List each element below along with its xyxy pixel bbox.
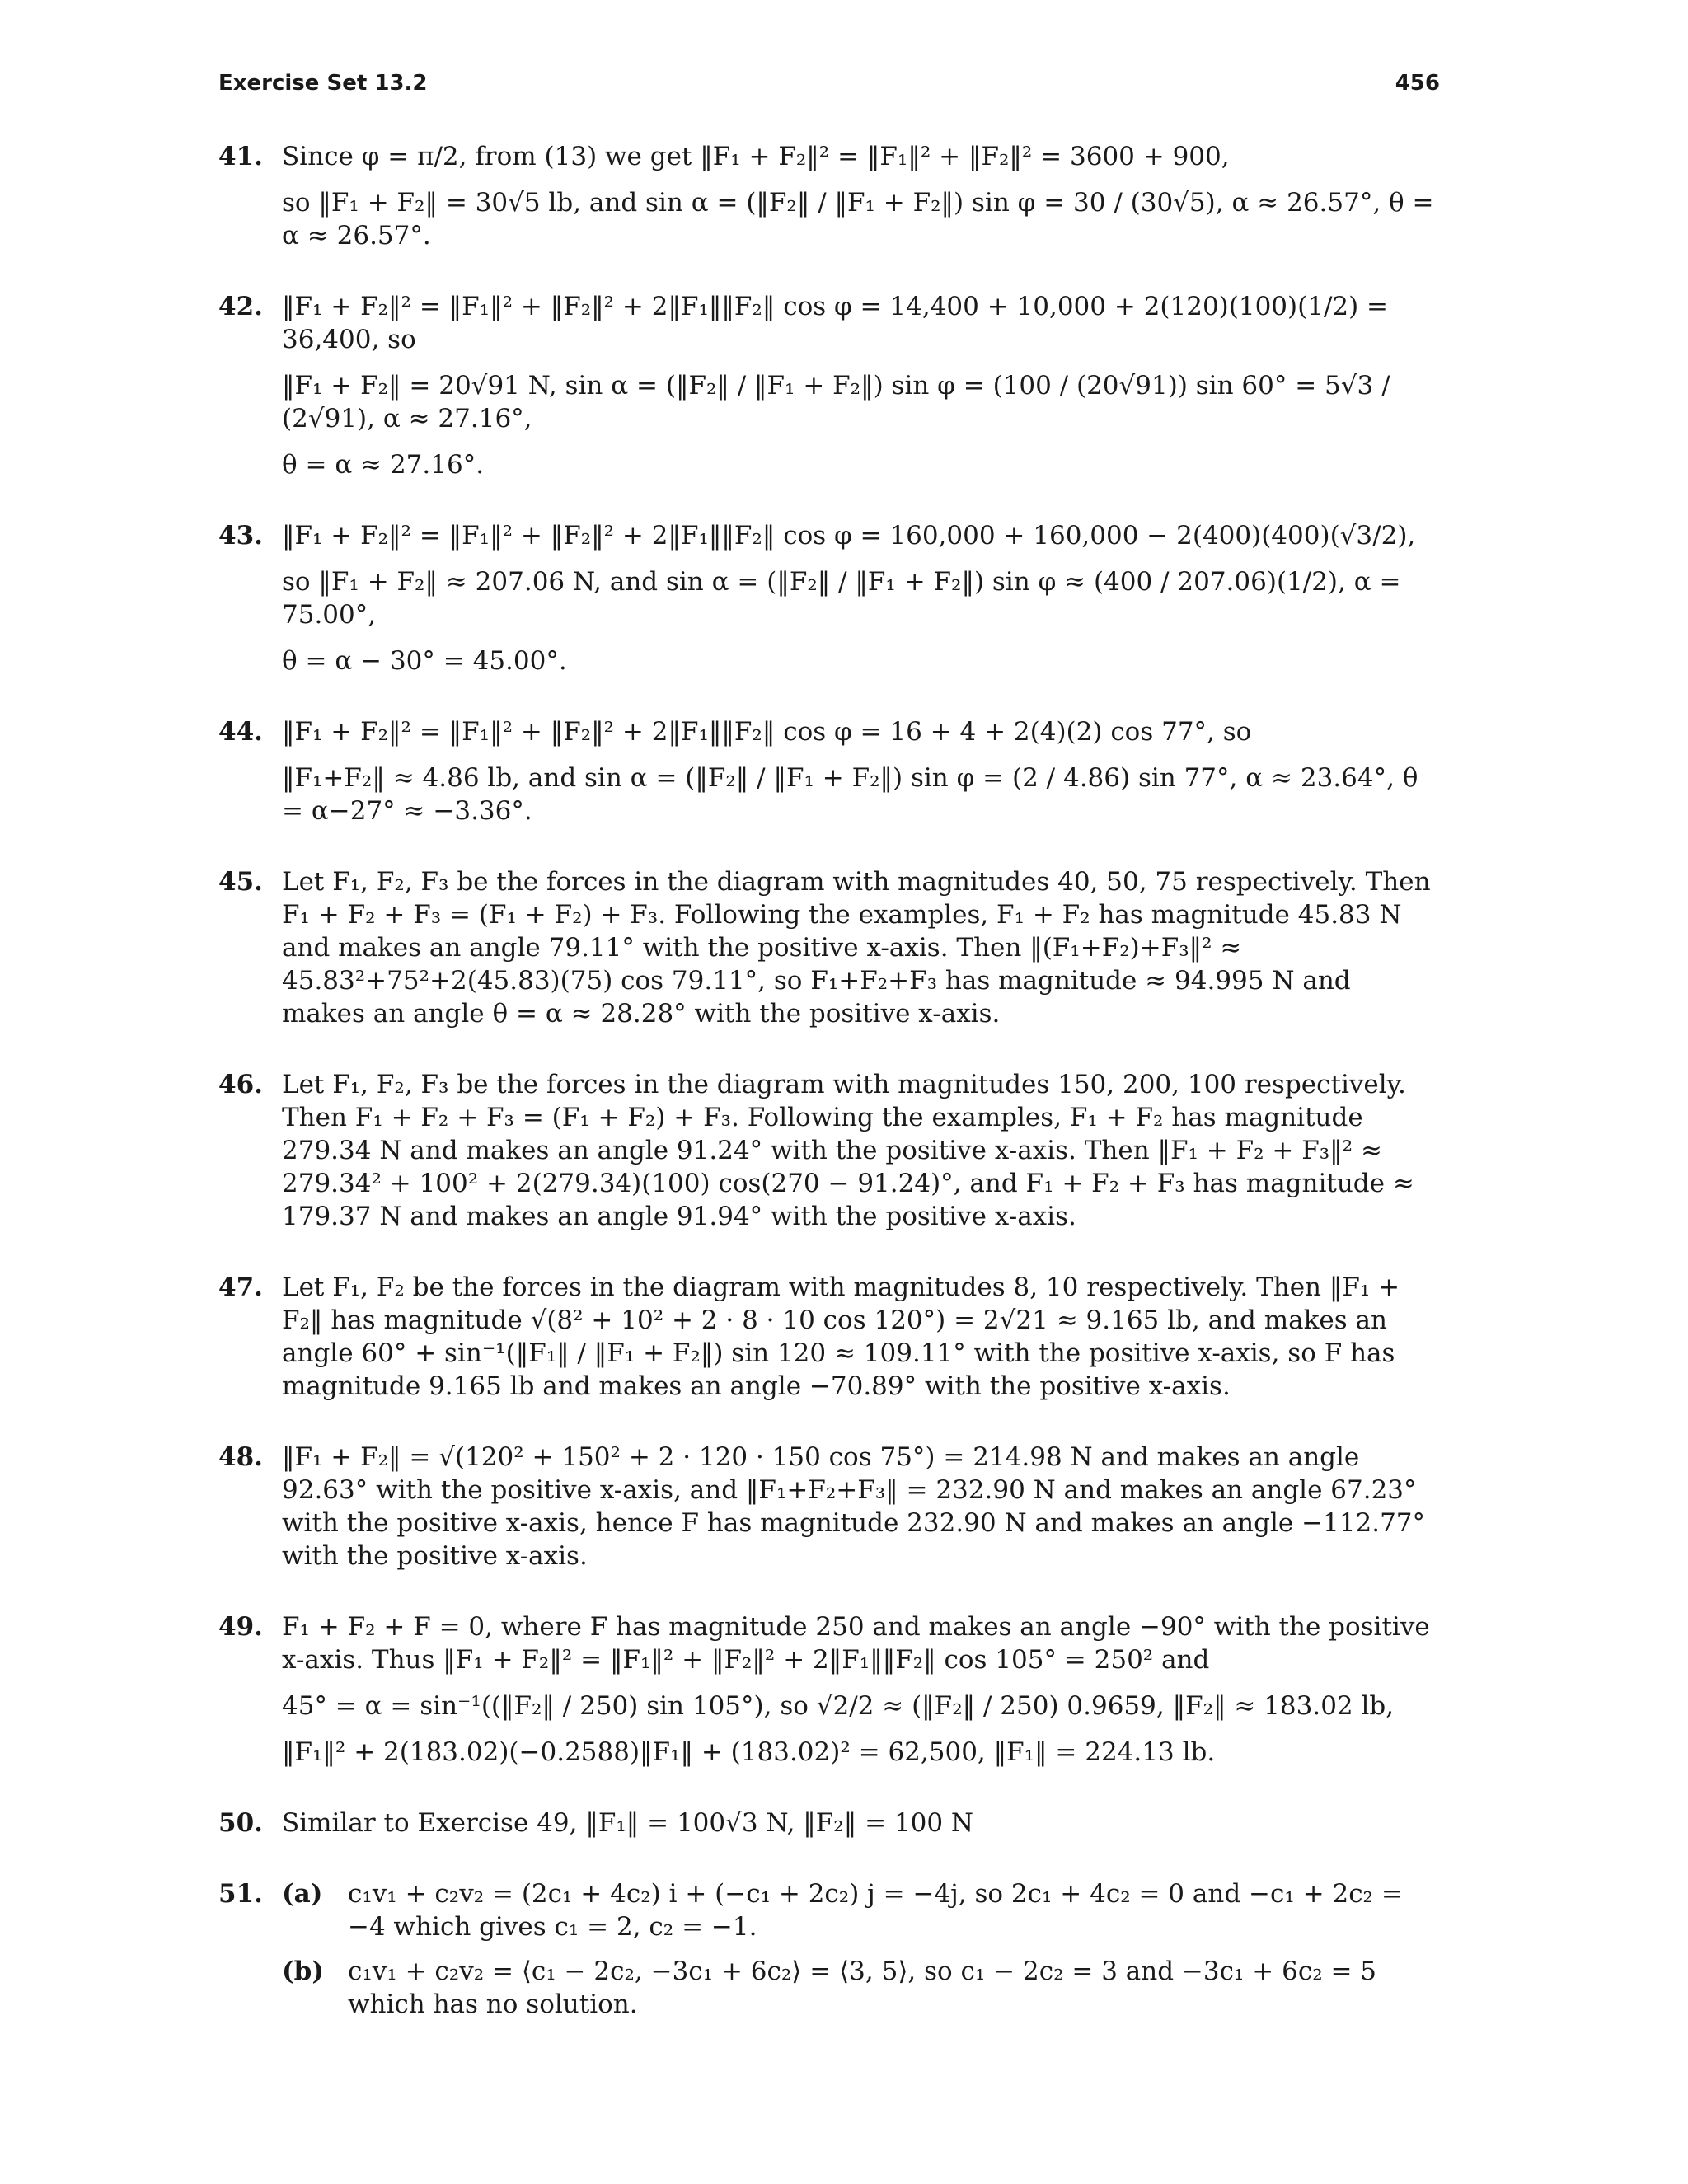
exercise-paragraph: ‖F₁ + F₂‖ = √(120² + 150² + 2 · 120 · 150 cos 75°) = 214.98 N and makes an angle 92.63° with the positive x-axis, and ‖F₁+F₂+F₃‖ = 232.90 N and makes an angle 67.23° with the positive x-axis, hence F has magnitude 232.90 N and makes an angle −112.77° with the positive x-axis. [282, 1442, 1426, 1571]
exercise-number: 49. [218, 1612, 263, 1642]
exercise-42 [218, 290, 1440, 481]
exercise-line: θ = α ≈ 27.16°. [282, 450, 485, 480]
exercise-line: F₁ + F₂ + F = 0, where F has magnitude 250 and makes an angle −90° with the positive x-axis. Thus ‖F₁ + F₂‖² = ‖F₁‖² + ‖F₂‖² + 2‖F₁‖‖F₂‖ cos 105° = 250² and [282, 1612, 1430, 1675]
exercise-line: ‖F₁ + F₂‖² = ‖F₁‖² + ‖F₂‖² + 2‖F₁‖‖F₂‖ cos φ = 16 + 4 + 2(4)(2) cos 77°, so [282, 717, 1252, 747]
exercise-paragraph: Let F₁, F₂, F₃ be the forces in the diagram with magnitudes 150, 200, 100 respectively. Then F₁ + F₂ + F₃ = (F₁ + F₂) + F₃. Following the examples, F₁ + F₂ has magnitude 279.34 N and makes an angle 91.24° with the positive x-axis. Then ‖F₁ + F₂ + F₃‖² ≈ 279.34² + 100² + 2(279.34)(100) cos(270 − 91.24)°, and F₁ + F₂ + F₃ has magnitude ≈ 179.37 N and makes an angle 91.94° with the positive x-axis. [282, 1070, 1414, 1231]
exercise-45 [218, 865, 1440, 1030]
exercise-paragraph: Let F₁, F₂ be the forces in the diagram with magnitudes 8, 10 respectively. Then ‖F₁ + F₂‖ has magnitude √(8² + 10² + 2 · 8 · 10 cos 120°) = 2√21 ≈ 9.165 lb, and makes an angle 60° + sin⁻¹(‖F₁‖ / ‖F₁ + F₂‖) sin 120 ≈ 109.11° with the positive x-axis, so F has magnitude 9.165 lb and makes an angle −70.89° with the positive x-axis. [282, 1272, 1400, 1401]
exercise-number: 48. [218, 1442, 263, 1472]
solutions-body [218, 140, 1440, 2059]
exercise-line: θ = α − 30° = 45.00°. [282, 646, 567, 676]
exercise-line: ‖F₁+F₂‖ ≈ 4.86 lb, and sin α = (‖F₂‖ / ‖F₁ + F₂‖) sin φ = (2 / 4.86) sin 77°, α ≈ 23.64°, θ = α−27° ≈ −3.36°. [282, 763, 1418, 826]
part-text: c₁v₁ + c₂v₂ = (2c₁ + 4c₂) i + (−c₁ + 2c₂) j = −4j, so 2c₁ + 4c₂ = 0 and −c₁ + 2c₂ = −4 which gives c₁ = 2, c₂ = −1. [348, 1879, 1403, 1942]
part-label: (b) [282, 1957, 325, 1986]
exercise-46 [218, 1068, 1440, 1233]
exercise-50 [218, 1807, 1440, 1840]
exercise-number: 43. [218, 521, 263, 551]
exercise-part-b [282, 1955, 1440, 2021]
exercise-number: 47. [218, 1272, 263, 1302]
exercise-line: Similar to Exercise 49, ‖F₁‖ = 100√3 N, ‖F₂‖ = 100 N [282, 1808, 974, 1838]
part-label: (a) [282, 1879, 323, 1909]
exercise-number: 44. [218, 717, 263, 747]
exercise-paragraph: Let F₁, F₂, F₃ be the forces in the diagram with magnitudes 40, 50, 75 respectively. Then F₁ + F₂ + F₃ = (F₁ + F₂) + F₃. Following the examples, F₁ + F₂ has magnitude 45.83 N and makes an angle 79.11° with the positive x-axis. Then ‖(F₁+F₂)+F₃‖² ≈ 45.83²+75²+2(45.83)(75) cos 79.11°, so F₁+F₂+F₃ has magnitude ≈ 94.995 N and makes an angle θ = α ≈ 28.28° with the positive x-axis. [282, 867, 1431, 1029]
exercise-line: Since φ = π/2, from (13) we get ‖F₁ + F₂‖² = ‖F₁‖² + ‖F₂‖² = 3600 + 900, [282, 142, 1230, 171]
exercise-number: 45. [218, 867, 263, 897]
exercise-41 [218, 140, 1440, 252]
exercise-43 [218, 519, 1440, 677]
exercise-line: so ‖F₁ + F₂‖ = 30√5 lb, and sin α = (‖F₂‖ / ‖F₁ + F₂‖) sin φ = 30 / (30√5), α ≈ 26.57°, θ = α ≈ 26.57°. [282, 188, 1434, 251]
exercise-48 [218, 1441, 1440, 1572]
exercise-49 [218, 1610, 1440, 1769]
exercise-line: so ‖F₁ + F₂‖ ≈ 207.06 N, and sin α = (‖F₂‖ / ‖F₁ + F₂‖) sin φ ≈ (400 / 207.06)(1/2), α = 75.00°, [282, 567, 1401, 630]
exercise-47 [218, 1271, 1440, 1403]
exercise-number: 41. [218, 142, 263, 171]
exercise-number: 42. [218, 292, 263, 321]
exercise-number: 46. [218, 1070, 263, 1099]
part-text: c₁v₁ + c₂v₂ = ⟨c₁ − 2c₂, −3c₁ + 6c₂⟩ = ⟨3, 5⟩, so c₁ − 2c₂ = 3 and −3c₁ + 6c₂ = 5 which has no solution. [348, 1957, 1377, 2019]
exercise-line: 45° = α = sin⁻¹((‖F₂‖ / 250) sin 105°), so √2/2 ≈ (‖F₂‖ / 250) 0.9659, ‖F₂‖ ≈ 183.02 lb, [282, 1691, 1395, 1721]
exercise-number: 51. [218, 1879, 263, 1909]
exercise-line: ‖F₁ + F₂‖² = ‖F₁‖² + ‖F₂‖² + 2‖F₁‖‖F₂‖ cos φ = 14,400 + 10,000 + 2(120)(100)(1/2) = 36,400, so [282, 292, 1389, 354]
page-header [218, 71, 1440, 104]
exercise-44 [218, 715, 1440, 827]
exercise-line: ‖F₁ + F₂‖ = 20√91 N, sin α = (‖F₂‖ / ‖F₁ + F₂‖) sin φ = (100 / (20√91)) sin 60° = 5√3 / (2√91), α ≈ 27.16°, [282, 371, 1390, 434]
exercise-line: ‖F₁ + F₂‖² = ‖F₁‖² + ‖F₂‖² + 2‖F₁‖‖F₂‖ cos φ = 160,000 + 160,000 − 2(400)(400)(√3/2), [282, 521, 1416, 551]
section-title: Exercise Set 13.2 [218, 71, 428, 96]
exercise-part-a [282, 1877, 1440, 1943]
page-number: 456 [1395, 71, 1440, 96]
exercise-line: ‖F₁‖² + 2(183.02)(−0.2588)‖F₁‖ + (183.02)² = 62,500, ‖F₁‖ = 224.13 lb. [282, 1737, 1216, 1767]
exercise-51 [218, 1877, 1440, 2021]
exercise-number: 50. [218, 1808, 263, 1838]
